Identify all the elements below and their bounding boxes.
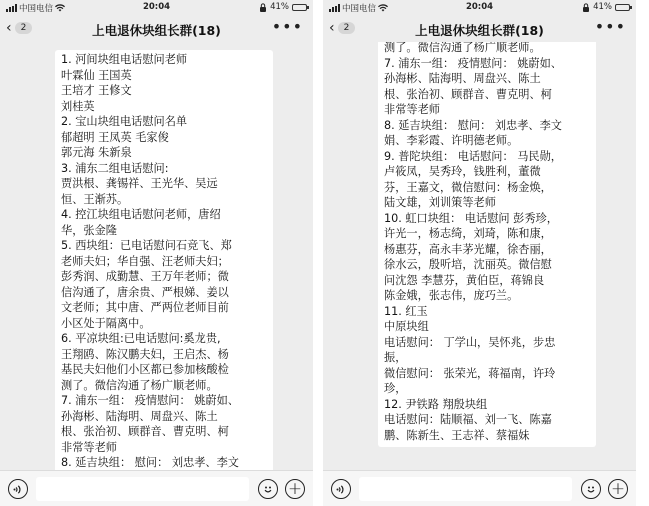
- message-list[interactable]: [323, 42, 636, 470]
- status-right-group: [582, 2, 630, 12]
- message-line: 8. 延吉块组： 慰问： 刘忠孝、李文: [61, 456, 239, 469]
- rotation-lock-icon: [259, 3, 267, 12]
- message-line: 华，张金隆: [61, 223, 117, 237]
- message-bubble: [55, 50, 273, 470]
- carrier-label: 中国电信: [342, 4, 377, 14]
- message-line: 8. 延吉块组： 慰问： 刘忠孝、李文: [384, 118, 562, 132]
- chat-title: 上电退休块组长群(18): [92, 23, 221, 38]
- message-list[interactable]: [0, 42, 313, 470]
- message-line: 测了。微信沟通了杨广顺老师。: [61, 378, 218, 392]
- rotation-lock-icon: [582, 3, 590, 12]
- message-line: 徐水云，殷听培，沈丽英。微信慰: [384, 258, 552, 271]
- message-line: 11. 红玉: [384, 304, 428, 318]
- message-line: 测了。微信沟通了杨广顺老师。: [384, 42, 541, 54]
- message-line: 问沈怨 李慧芬，黄伯臣，蒋锦良: [384, 273, 545, 287]
- more-options-icon[interactable]: •••: [594, 17, 626, 36]
- more-actions-button[interactable]: [285, 479, 305, 499]
- message-line: 9. 普陀块组： 电话慰问： 马民勋，: [384, 149, 562, 163]
- message-line: 振，: [384, 351, 407, 364]
- message-line: 芬，王嘉文，微信慰问：杨金焕，: [384, 180, 552, 194]
- message-line: 珍，: [384, 382, 407, 395]
- message-line: 非常等老师: [384, 103, 440, 116]
- message-line: 娟、李彩霞、许明德老师。: [384, 134, 519, 147]
- message-line: 7. 浦东一组： 疫情慰问： 姚蔚如、: [61, 394, 239, 407]
- message-line: 孙海彬、陆海明、周盘兴、陈土: [61, 409, 218, 423]
- message-line: 彭秀润、成勤慧、王万年老师；微: [61, 270, 229, 283]
- battery-icon: [615, 4, 630, 11]
- message-line: 根、张治初、顾群音、曹克明、柯: [61, 425, 229, 438]
- voice-input-button[interactable]: [331, 479, 351, 499]
- message-line: 许光一，杨志绮，刘琦，陈和康，: [384, 227, 552, 240]
- chat-header: [323, 16, 636, 42]
- chat-input-bar: [0, 470, 313, 506]
- message-line: 5. 西块组：已电话慰问石竞飞、郑: [61, 239, 232, 252]
- message-line: 10. 虹口块组： 电话慰问 彭秀珍，: [384, 211, 558, 225]
- message-line: 非常等老师: [61, 440, 117, 454]
- message-line: 7. 浦东一组： 疫情慰问： 姚蔚如、: [384, 56, 562, 70]
- message-line: 6. 平凉块组:已电话慰问:奚龙贵,: [61, 332, 221, 345]
- battery-icon: [292, 4, 307, 11]
- voice-icon: [336, 484, 347, 495]
- message-line: 2. 宝山块组电话慰问名单: [61, 115, 188, 128]
- message-line: 鹏、陈新生、王志祥、蔡福妹: [384, 428, 530, 442]
- message-line: 微信慰问： 张荣光，蒋福南，许玲: [384, 366, 556, 380]
- unread-count-badge: 2: [338, 22, 356, 34]
- more-options-icon[interactable]: •••: [271, 17, 303, 36]
- unread-count-badge: 2: [15, 22, 33, 34]
- chat-input-bar: [323, 470, 636, 506]
- right-phone-screen: [323, 0, 636, 506]
- message-line: 卢筱凤，吴秀玲，钱胜利，董微: [384, 165, 541, 178]
- message-line: 基民夫妇他们小区都已参加核酸检: [61, 363, 229, 376]
- status-bar: [0, 0, 313, 16]
- message-line: 信沟通了，唐余贵、严根娣、姜以: [61, 285, 229, 299]
- message-line: 王培才 王修文: [61, 84, 132, 97]
- emoji-icon: [585, 483, 597, 495]
- message-line: 杨惠芬，高永丰茅光耀，徐杏丽，: [384, 242, 552, 256]
- chat-title: 上电退休块组长群(18): [415, 23, 544, 38]
- status-bar: [323, 0, 636, 16]
- message-line: 1. 河间块组电话慰问老师: [61, 53, 188, 66]
- chevron-left-icon: ‹: [6, 20, 12, 36]
- voice-icon: [13, 484, 24, 495]
- chat-header: [0, 16, 313, 42]
- message-line: 郭元海 朱新泉: [61, 146, 132, 159]
- status-time: 20:04: [465, 2, 494, 12]
- message-line: 陆文雄，刘训策等老师: [384, 196, 496, 209]
- emoji-button[interactable]: [258, 479, 278, 499]
- message-line: 12. 尹铁路 翔殷块组: [384, 397, 488, 411]
- battery-percent: 41%: [270, 2, 289, 12]
- emoji-icon: [262, 483, 274, 495]
- plus-icon: +: [610, 478, 626, 499]
- status-time: 20:04: [142, 2, 171, 12]
- message-line: 文老师；其中唐、严两位老师目前: [61, 301, 229, 314]
- message-line: 孙海彬、陆海明、周盘兴、陈土: [384, 72, 541, 85]
- message-input[interactable]: [359, 477, 572, 501]
- status-right-group: [259, 2, 307, 12]
- message-input[interactable]: [36, 477, 249, 501]
- left-phone-screen: [0, 0, 313, 506]
- battery-percent: 41%: [593, 2, 612, 12]
- message-line: 电话慰问： 丁学山，吴怀兆，步忠: [384, 335, 556, 349]
- message-line: 陈金娥，张志伟，庞巧兰。: [384, 289, 519, 302]
- message-line: 叶霖仙 王国英: [61, 68, 132, 82]
- message-line: 刘桂英: [61, 99, 95, 113]
- message-bubble: [378, 42, 596, 447]
- message-line: 中原块组: [384, 320, 429, 333]
- message-line: 3. 浦东二组电话慰问:: [61, 161, 169, 175]
- message-line: 老师夫妇；华自强、汪老师夫妇；: [61, 254, 229, 268]
- chevron-left-icon: ‹: [329, 20, 335, 36]
- emoji-button[interactable]: [581, 479, 601, 499]
- message-line: 4. 控江块组电话慰问老师，唐绍: [61, 208, 221, 221]
- message-line: 恒、王渐苏。: [61, 192, 129, 206]
- message-line: 王翔鸥、陈汉鹏夫妇，王启杰、杨: [61, 347, 229, 361]
- carrier-label: 中国电信: [19, 4, 54, 14]
- message-line: 根、张治初、顾群音、曹克明、柯: [384, 87, 552, 101]
- message-line: 郁超明 王凤英 毛家俊: [61, 130, 169, 144]
- plus-icon: +: [287, 478, 303, 499]
- more-actions-button[interactable]: [608, 479, 628, 499]
- message-line: 贾洪根、龚锡祥、王光华、吴远: [61, 177, 218, 190]
- message-line: 电话慰问：陆顺福、刘一飞、陈嘉: [384, 413, 552, 426]
- message-line: 小区处于隔离中。: [61, 316, 151, 330]
- voice-input-button[interactable]: [8, 479, 28, 499]
